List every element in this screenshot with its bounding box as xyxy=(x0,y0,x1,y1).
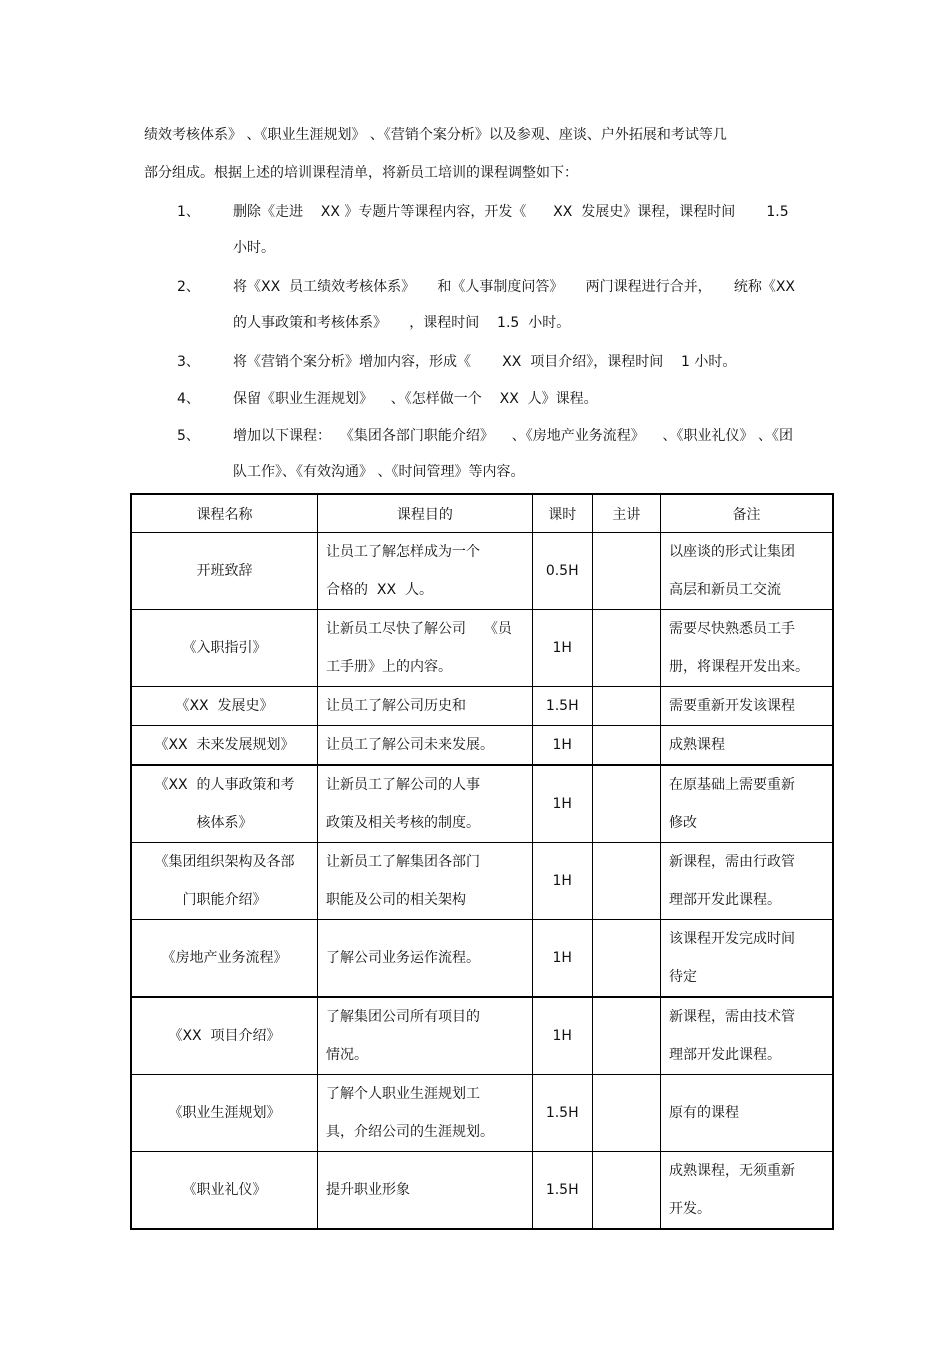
course-lecturer-cell xyxy=(592,765,660,843)
table-header-row xyxy=(131,494,833,533)
course-remarks-cell xyxy=(660,533,833,610)
course-remarks-cell xyxy=(660,726,833,766)
course-remarks-cell-line: 该课程开发完成时间 xyxy=(668,931,795,947)
course-hours-cell: 1H xyxy=(532,843,592,920)
course-remarks-cell xyxy=(660,687,833,726)
course-lecturer-cell xyxy=(592,1075,660,1152)
course-hours-cell: 1H xyxy=(532,920,592,998)
course-goal-cell-line: 让新员工了解公司的人事 xyxy=(326,777,481,793)
course-name-cell xyxy=(131,843,318,920)
course-name-cell-line: 《集团组织架构及各部 xyxy=(154,854,295,870)
course-name-cell-line: 门职能介绍》 xyxy=(182,892,267,908)
course-goal-cell-line: 提升职业形象 xyxy=(326,1182,411,1198)
course-hours-cell: 1H xyxy=(532,726,592,766)
table-row xyxy=(131,1075,833,1152)
course-name-cell-line: 《入职指引》 xyxy=(182,640,267,656)
list-item-number: 2、 xyxy=(177,279,200,295)
course-remarks-cell-line: 以座谈的形式让集团 xyxy=(668,544,795,560)
table-body xyxy=(131,533,833,1230)
course-remarks-cell-line: 需要尽快熟悉员工手 xyxy=(668,621,795,637)
course-remarks-cell xyxy=(660,843,833,920)
course-goal-cell-line: 让员工了解公司未来发展。 xyxy=(326,737,495,753)
course-goal-cell-line: 了解公司业务运作流程。 xyxy=(326,950,481,966)
course-remarks-cell-line: 修改 xyxy=(668,815,697,831)
course-name-cell-line: 《职业生涯规划》 xyxy=(168,1105,281,1121)
course-remarks-cell-line: 新课程，需由行政管 xyxy=(668,854,795,870)
course-name-cell-line: 《房地产业务流程》 xyxy=(161,950,288,966)
course-goal-cell xyxy=(318,1075,533,1152)
course-remarks-cell-line: 成熟课程，无须重新 xyxy=(668,1163,795,1179)
course-name-cell-line: 核体系》 xyxy=(196,815,253,831)
course-name-cell-line: 《XX 的人事政策和考 xyxy=(154,777,295,793)
table-row xyxy=(131,765,833,843)
course-goal-cell-line: 让新员工尽快了解公司 《员 xyxy=(326,621,512,637)
course-name-cell xyxy=(131,687,318,726)
course-hours-cell: 1H xyxy=(532,765,592,843)
course-name-cell-line: 《XX 未来发展规划》 xyxy=(154,737,295,753)
course-lecturer-cell xyxy=(592,997,660,1075)
course-lecturer-cell xyxy=(592,687,660,726)
course-name-cell-line: 《XX 发展史》 xyxy=(175,698,274,714)
header-remarks: 备注 xyxy=(660,494,833,533)
course-goal-cell xyxy=(318,765,533,843)
course-goal-cell xyxy=(318,997,533,1075)
course-remarks-cell-line: 高层和新员工交流 xyxy=(668,582,781,598)
course-remarks-cell-line: 册，将课程开发出来。 xyxy=(668,659,809,675)
course-lecturer-cell xyxy=(592,843,660,920)
intro-line-2: 部分组成。根据上述的培训课程清单，将新员工培训的课程调整如下： xyxy=(144,165,578,181)
list-item-number: 4、 xyxy=(177,391,200,407)
course-remarks-cell xyxy=(660,997,833,1075)
course-name-cell xyxy=(131,765,318,843)
table-row xyxy=(131,610,833,687)
course-goal-cell-line: 职能及公司的相关架构 xyxy=(326,892,467,908)
course-name-cell-line: 《XX 项目介绍》 xyxy=(168,1028,281,1044)
list-item-text: 删除《走进 XX 》专题片等课程内容，开发《 XX 发展史》课程，课程时间 1.5 xyxy=(233,204,789,220)
course-remarks-cell-line: 开发。 xyxy=(668,1201,711,1217)
table-row xyxy=(131,687,833,726)
course-goal-cell-line: 了解集团公司所有项目的 xyxy=(326,1009,481,1025)
course-goal-cell-line: 让员工了解怎样成为一个 xyxy=(326,544,481,560)
course-name-cell xyxy=(131,533,318,610)
course-lecturer-cell xyxy=(592,726,660,766)
course-remarks-cell xyxy=(660,920,833,998)
course-hours-cell: 1.5H xyxy=(532,687,592,726)
table-row xyxy=(131,1152,833,1230)
course-name-cell xyxy=(131,610,318,687)
course-hours-cell: 1H xyxy=(532,610,592,687)
list-item-text: 将《营销个案分析》增加内容，形成《 XX 项目介绍》，课程时间 1 小时。 xyxy=(233,354,737,370)
course-remarks-cell xyxy=(660,610,833,687)
course-name-cell-line: 《职业礼仪》 xyxy=(182,1182,267,1198)
course-remarks-cell-line: 待定 xyxy=(668,969,697,985)
course-remarks-cell-line: 原有的课程 xyxy=(668,1105,739,1121)
list-item-text-continued: 队工作》、《有效沟通》 、《时间管理》等内容。 xyxy=(233,464,525,480)
list-item-number: 1、 xyxy=(177,204,200,220)
course-goal-cell-line: 具，介绍公司的生涯规划。 xyxy=(326,1124,495,1140)
course-remarks-cell xyxy=(660,1075,833,1152)
course-goal-cell-line: 情况。 xyxy=(326,1047,369,1063)
course-name-cell xyxy=(131,1075,318,1152)
course-goal-cell-line: 让新员工了解集团各部门 xyxy=(326,854,481,870)
table-row xyxy=(131,533,833,610)
course-name-cell xyxy=(131,1152,318,1230)
course-goal-cell xyxy=(318,687,533,726)
list-item-text: 将《XX 员工绩效考核体系》 和《人事制度问答》 两门课程进行合并， 统称《XX xyxy=(233,279,796,295)
course-hours-cell: 1H xyxy=(532,997,592,1075)
list-item-number: 3、 xyxy=(177,354,200,370)
header-lecturer: 主讲 xyxy=(592,494,660,533)
course-lecturer-cell xyxy=(592,920,660,998)
course-remarks-cell-line: 理部开发此课程。 xyxy=(668,892,781,908)
course-remarks-cell-line: 在原基础上需要重新 xyxy=(668,777,795,793)
header-hours: 课时 xyxy=(532,494,592,533)
course-name-cell xyxy=(131,920,318,998)
list-item-text: 增加以下课程： 《集团各部门职能介绍》 、《房地产业务流程》 、《职业礼仪》 、《团 xyxy=(233,428,793,444)
course-goal-cell-line: 合格的 XX 人。 xyxy=(326,582,434,598)
list-item-text-continued: 的人事政策和考核体系》 ，课程时间 1.5 小时。 xyxy=(233,315,571,331)
header-course-goal: 课程目的 xyxy=(318,494,533,533)
course-hours-cell: 0.5H xyxy=(532,533,592,610)
course-remarks-cell xyxy=(660,765,833,843)
course-remarks-cell-line: 成熟课程 xyxy=(668,737,725,753)
course-goal-cell xyxy=(318,610,533,687)
course-name-cell-line: 开班致辞 xyxy=(196,563,253,579)
course-lecturer-cell xyxy=(592,1152,660,1230)
course-hours-cell: 1.5H xyxy=(532,1152,592,1230)
table-row xyxy=(131,997,833,1075)
table-row xyxy=(131,920,833,998)
intro-line-1: 绩效考核体系》 、《职业生涯规划》 、《营销个案分析》以及参观、座谈、户外拓展和考试等几 xyxy=(144,127,727,143)
course-remarks-cell xyxy=(660,1152,833,1230)
course-lecturer-cell xyxy=(592,610,660,687)
course-goal-cell-line: 了解个人职业生涯规划工 xyxy=(326,1086,481,1102)
list-item-number: 5、 xyxy=(177,428,200,444)
course-goal-cell-line: 工手册》上的内容。 xyxy=(326,659,453,675)
course-name-cell xyxy=(131,997,318,1075)
course-remarks-cell-line: 理部开发此课程。 xyxy=(668,1047,781,1063)
list-item-text-continued: 小时。 xyxy=(233,240,275,256)
course-goal-cell xyxy=(318,843,533,920)
table-row xyxy=(131,726,833,766)
course-goal-cell-line: 让员工了解公司历史和 xyxy=(326,698,467,714)
table-row xyxy=(131,843,833,920)
course-goal-cell xyxy=(318,1152,533,1230)
course-goal-cell-line: 政策及相关考核的制度。 xyxy=(326,815,481,831)
course-name-cell xyxy=(131,726,318,766)
course-remarks-cell-line: 新课程，需由技术管 xyxy=(668,1009,795,1025)
list-item-text: 保留《职业生涯规划》 、《怎样做一个 XX 人》课程。 xyxy=(233,391,598,407)
course-goal-cell xyxy=(318,533,533,610)
course-remarks-cell-line: 需要重新开发该课程 xyxy=(668,698,795,714)
header-course-name: 课程名称 xyxy=(131,494,318,533)
course-goal-cell xyxy=(318,726,533,766)
course-table xyxy=(130,493,834,1230)
course-goal-cell xyxy=(318,920,533,998)
course-lecturer-cell xyxy=(592,533,660,610)
course-hours-cell: 1.5H xyxy=(532,1075,592,1152)
